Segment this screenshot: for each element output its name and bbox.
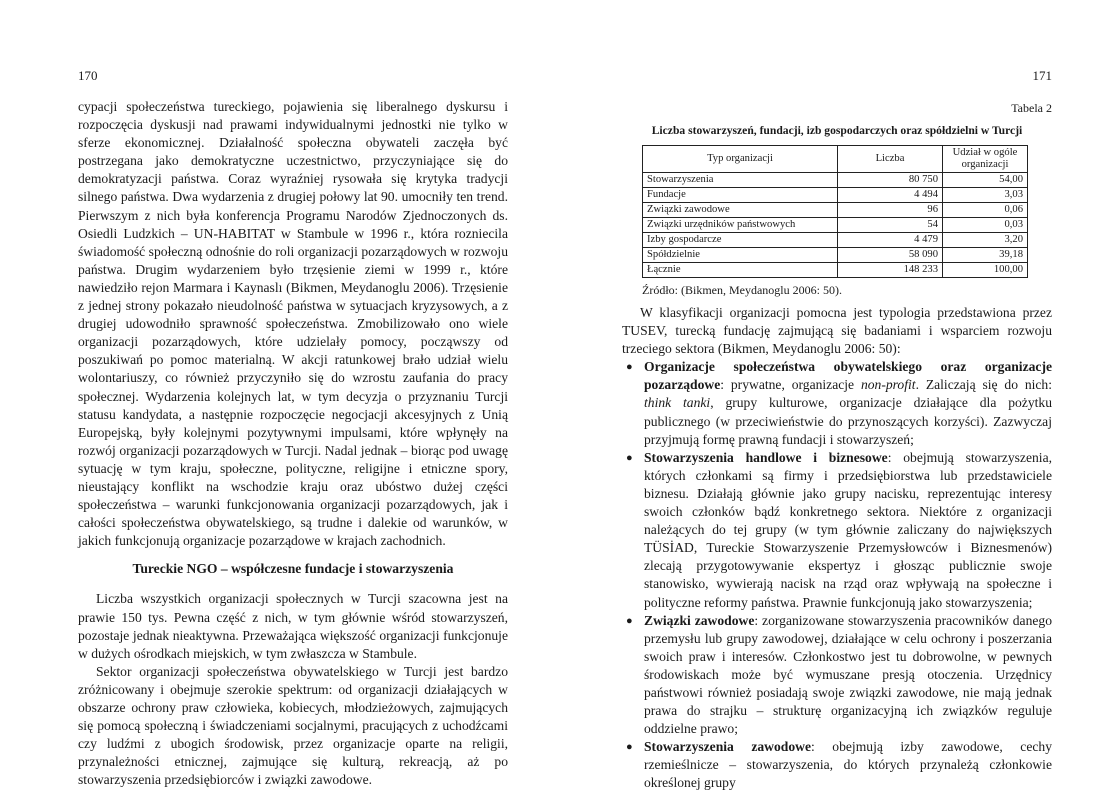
cell-share: 0,06 [943,203,1028,218]
cell-type: Związki urzędników państwowych [643,218,838,233]
list-item [644,358,1052,448]
table-row [643,218,1028,233]
typology-list [622,358,1052,792]
table-title: Liczba stowarzyszeń, fundacji, izb gospodarczych oraz spółdzielni w Turcji [651,124,1023,137]
list-item-term: Organizacje społeczeństwa obywatelskiego oraz organizacje pozarządowe [644,359,1052,393]
column-header: Udział w ogóle organizacji [943,146,1028,173]
list-item-text: : zorganizowane stowarzyszenia pracowników danego przemysłu lub grupy zawodowej, działające w celu ochrony i poszerzania swoich praw i interesów. Członkostwo jest tu dobrowolne, w pewnych środowiskach może być wymuszane presją otoczenia. Urzędnicy państwowi również posiadają swoje związki zawodowe, nie mają jednak prawa do strajku – strukturę organizacyjną ich związków reguluje oddzielne prawo; [644,612,1052,737]
list-item-emphasis: think tanki [644,395,711,411]
cell-count: 4 494 [838,188,943,203]
list-item [644,612,1052,739]
cell-type: Fundacje [643,188,838,203]
list-item-term: Stowarzyszenia handlowe i biznesowe [644,449,888,465]
cell-type: Spółdzielnie [643,248,838,263]
paragraph: Liczba wszystkich organizacji społecznych w Turcji szacowna jest na prawie 150 tys. Pewna część z nich, w tym głównie wśród stowarzyszeń, pozostaje jednak nieaktywna. Przeważająca większość organizacji funkcjonuje w dużych ośrodkach miejskich, w tym zwłaszcza w Stambule. [78,591,508,661]
table-row [643,203,1028,218]
cell-type: Stowarzyszenia [643,173,838,188]
paragraph: Sektor organizacji społeczeństwa obywatelskiego w Turcji jest bardzo zróżnicowany i obejmuje szerokie spektrum: od organizacji działających w obszarze ochrony praw człowieka, kobiecych, młodzieżowych, zajmujących się pomocą społeczną i świadczeniami socjalnymi, pracujących z uchodźcami czy ludźmi z ubogich środowisk, przez organizacje oparte na religii, przynależności etnicznej, zajmujące się kulturą, rekreacją, aż po stowarzyszenia przedsiębiorców i związki zawodowe. [78,663,508,788]
cell-count: 148 233 [838,263,943,278]
paragraph: W klasyfikacji organizacji pomocna jest typologia przedstawiona przez TUSEV, turecką fundację zajmującą się badaniami i wsparciem rozwoju trzeciego sektora (Bikmen, Meydanoglu 2006: 50): [622,305,1052,357]
list-item-text: . Zaliczają się do nich: [915,377,1053,393]
table-row [643,188,1028,203]
list-item-text: : obejmują stowarzyszenia, których członkami są firmy i przedsiębiorstwa lub przedstawiciele biznesu. Działają głównie jako grupy nacisku, reprezentując interesy swoich członków bądź konkretnego sektora. Niektóre z organizacji należących do tej grupy (w tym głównie zaliczany do największych TÜSİAD, Tureckie Stowarzyszenie Przemysłowców i Biznesmenów) zlecają przygotowywanie ekspertyz i głosząc publicznie swoje stanowisko, wywierają nacisk na rząd oraz wpływają na społeczne i polityczne reformy państwa. Prawnie funkcjonują jako stowarzyszenia; [644,449,1053,610]
cell-share: 100,00 [943,263,1028,278]
cell-type: Łącznie [643,263,838,278]
column-header: Typ organizacji [643,146,838,173]
table-number: Tabela 2 [1011,101,1052,115]
paragraph: cypacji społeczeństwa tureckiego, pojawienia się liberalnego dyskursu i rozpoczęcia dyskusji nad prawami indywidualnymi jednostki nie tylko w sferze ekonomicznej. Działalność społeczna obywateli zaczęła być postrzegana jako demokratyczne uczestnictwo, przyczyniające się do demokratyzacji państwa. Coraz wyraźniej rysowała się krytyka tradycji silnego państwa. Dwa wydarzenia z drugiej połowy lat 90. umocniły ten trend. Pierwszym z nich była konferencja Programu Narodów Zjednoczonych ds. Osiedli Ludzkich – UN-HABITAT w Stambule w 1996 r., która rozniecila świadomość społeczną odnośnie do roli organizacji pozarządowych w rozwoju państwa. Drugim wydarzeniem było trzęsienie ziemi w 1999 r., które nawiedziło rejon Marmara i Kaynaslı (Bikmen, Meydanoglu 2006). Trzęsienie z jednej strony pokazało nieudolność państwa w sytuacjach kryzysowych, a z drugiej udowodniło sprawność społeczeństwa. Zmobilizowało ono wiele organizacji pozarządowych, które udzielały pomocy, począwszy od poszukiwań po pomoc materialną. W akcji ratunkowej brało udział wielu wolontariuszy, co również przyczyniło się do wzrostu zaufania do pracy społecznej. Wydarzenia kolejnych lat, w tym decyzja o przyznaniu Turcji statusu kandydata, a następnie rozpoczęcie negocjacji akcesyjnych z Unią Europejską, były kolejnymi pozytywnymi impulsami, które wpłynęły na rozwój organizacji pozarządowych w Turcji. Nadal jednak – biorąc pod uwagę sytuację w tym kraju, społeczne, polityczne, religijne i etniczne spory, nieustający konflikt na wschodzie kraju oraz ubóstwo dużej części społeczeństwa – warunki funkcjonowania organizacji pozarządowych, jak i całości społeczeństwa obywatelskiego, są trudne i dalekie od warunków, w jakich funkcjonują organizacje pozarządowe w krajach zachodnich. [78,99,508,549]
list-item-term: Stowarzyszenia zawodowe [644,739,812,755]
cell-count: 54 [838,218,943,233]
table-row [643,233,1028,248]
table-source: Źródło: (Bikmen, Meydanoglu 2006: 50). [642,283,842,297]
list-item-emphasis: non-profit [860,377,916,393]
cell-share: 3,03 [943,188,1028,203]
table-header-row [643,146,1028,173]
cell-type: Związki zawodowe [643,203,838,218]
list-item-text: : prywatne, organizacje [720,377,861,393]
cell-count: 80 750 [838,173,943,188]
left-page-body [78,98,508,789]
list-item-text: : obejmują izby zawodowe, cechy rzemieślnicze – stowarzyszenia, do których przynależą członkowie określonej grupy [644,739,1053,791]
list-item-term: Związki zawodowe [644,612,755,628]
cell-count: 96 [838,203,943,218]
table-row [643,173,1028,188]
list-item [644,738,1052,792]
list-item [644,449,1052,612]
table-row [643,248,1028,263]
cell-share: 3,20 [943,233,1028,248]
column-header: Liczba [838,146,943,173]
organizations-table [642,145,1028,278]
list-item-text: , grupy kulturowe, organizacje działające dla pożytku publicznego (w przeciwieństwie do przynoszących korzyści). Zazwyczaj przyjmują formę prawną fundacji i stowarzyszeń; [644,395,1052,447]
table-row-total [643,263,1028,278]
cell-type: Izby gospodarcze [643,233,838,248]
cell-share: 0,03 [943,218,1028,233]
cell-count: 4 479 [838,233,943,248]
page-number: 170 [78,68,98,83]
section-heading: Tureckie NGO – współczesne fundacje i stowarzyszenia [132,561,454,577]
cell-count: 58 090 [838,248,943,263]
right-page-body [622,304,1052,793]
cell-share: 54,00 [943,173,1028,188]
page-number: 171 [1032,68,1052,83]
cell-share: 39,18 [943,248,1028,263]
